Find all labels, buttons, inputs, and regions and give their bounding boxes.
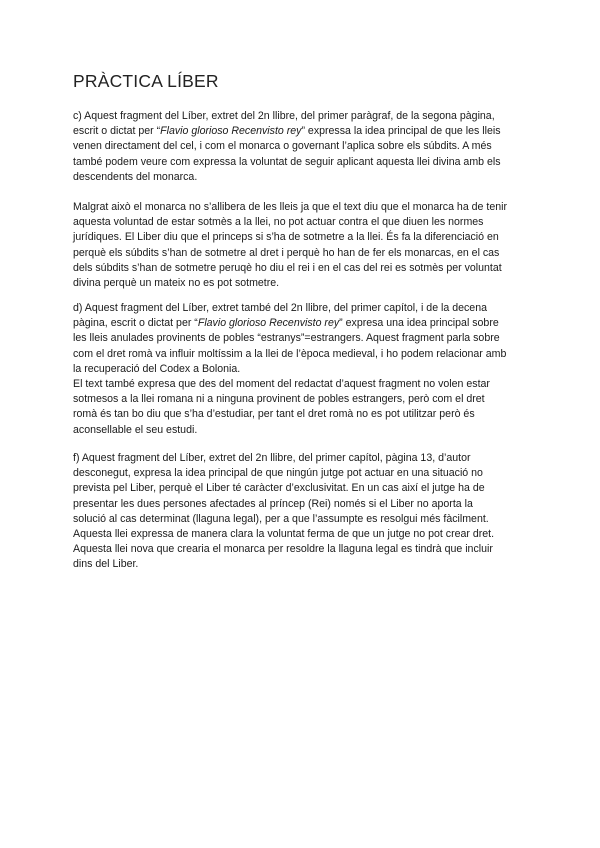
paragraph-f <box>73 451 528 573</box>
text-line: El text també expresa que des del moment del redactat d’aquest fragment no volen estar <box>73 378 490 391</box>
text-line: prevista pel Liber, perquè el Liber té caràcter d’exclusivitat. En un cas així el jutge ha de <box>73 482 485 495</box>
paragraph-d <box>73 301 528 438</box>
text-line: d) Aquest fragment del Líber, extret també del 2n llibre, del primer capítol, i de la decena <box>73 302 487 314</box>
text-line <box>73 124 528 139</box>
text-line: f) Aquest fragment del Líber, extret del 2n llibre, del primer capítol, pàgina 13, d’autor <box>73 452 471 464</box>
text-line: jurídiques. El Liber diu que el princeps si s’ha de sotmetre a la llei. És fa la diferenciació en <box>73 231 499 244</box>
text-line: la recuperació del Codex a Bolonia. <box>73 362 241 375</box>
text-fragment: escrit o dictat per “ <box>73 125 161 138</box>
author-italic: Flavio glorioso Recenvisto rey <box>197 317 340 330</box>
text-line: c) Aquest fragment del Líber, extret del 2n llibre, del primer paràgraf, de la segona pàgina, <box>73 110 495 122</box>
text-line: també podem veure com expressa la voluntat de seguir aplicant aquesta llei divina amb els <box>73 155 501 168</box>
author-italic: Flavio glorioso Recenvisto rey <box>160 125 302 138</box>
text-line: divina perquè un mateix no es pot sotmetre. <box>73 277 280 290</box>
text-line <box>73 316 528 331</box>
page-title: PRÀCTICA LÍBER <box>73 71 219 91</box>
text-line: aquesta voluntad de estar sotmès a la llei, no pot actuar contra el que diuen les normes <box>73 216 484 229</box>
paragraph-malgrat <box>73 200 528 291</box>
text-line: sotmesos a la llei romana ni a ninguna provinent de pobles estrangers, però com el dret <box>73 393 485 406</box>
text-line: romà és tan bo diu que s’ha d’estudiar, per tant el dret romà no es pot utilitzar però és <box>73 408 475 421</box>
text-line: aconsellable el seu estudi. <box>73 423 198 436</box>
text-line: Aquesta llei nova que crearia el monarca per resoldre la llaguna legal es tindrà que incluir <box>73 543 493 556</box>
text-line: les lleis anulades provinents de pobles “estranys”=estrangers. Aquest fragment parla sobre <box>73 332 500 345</box>
text-fragment: pàgina, escrit o dictat per “ <box>73 317 198 330</box>
text-line: desconegut, expresa la idea principal de que ningún jutge pot actuar en una situació no <box>73 467 483 480</box>
text-line: Aquesta llei expressa de manera clara la voluntat ferma de que un jutge no pot crear dret. <box>73 528 495 541</box>
paragraph-c <box>73 109 528 185</box>
text-line: dins del Liber. <box>73 558 139 571</box>
text-line: Malgrat això el monarca no s’allibera de les lleis ja que el text diu que el monarca ha de tenir <box>73 201 507 213</box>
text-line: presentar les dues persones afectades al príncep (Rei) només si el Liber no aporta la <box>73 497 473 510</box>
text-fragment: ” expressa la idea principal de que les lleis <box>301 125 501 138</box>
text-line: com el dret romà va influir moltíssim a la llei de l’època medieval, i ho podem relacionar amb <box>73 347 507 360</box>
text-fragment: ” expresa una idea principal sobre <box>339 317 499 330</box>
text-line: descendents del monarca. <box>73 170 198 183</box>
text-line: solució al cas determinat (llaguna legal), per a que l’assumpte es resolgui més fàcilment. <box>73 512 489 525</box>
text-line: venen directament del cel, i com el monarca o governant l’aplica sobre els súbdits. A més <box>73 140 492 153</box>
text-line: perquè els súbdits s’han de sotmetre al dret i perquè ho han de fer els monarcas, en el cas <box>73 246 500 259</box>
text-line: dels súbdits s’han de sotmetre peruqè ho diu el rei i en el cas del rei es sotmès per voluntat <box>73 261 502 274</box>
